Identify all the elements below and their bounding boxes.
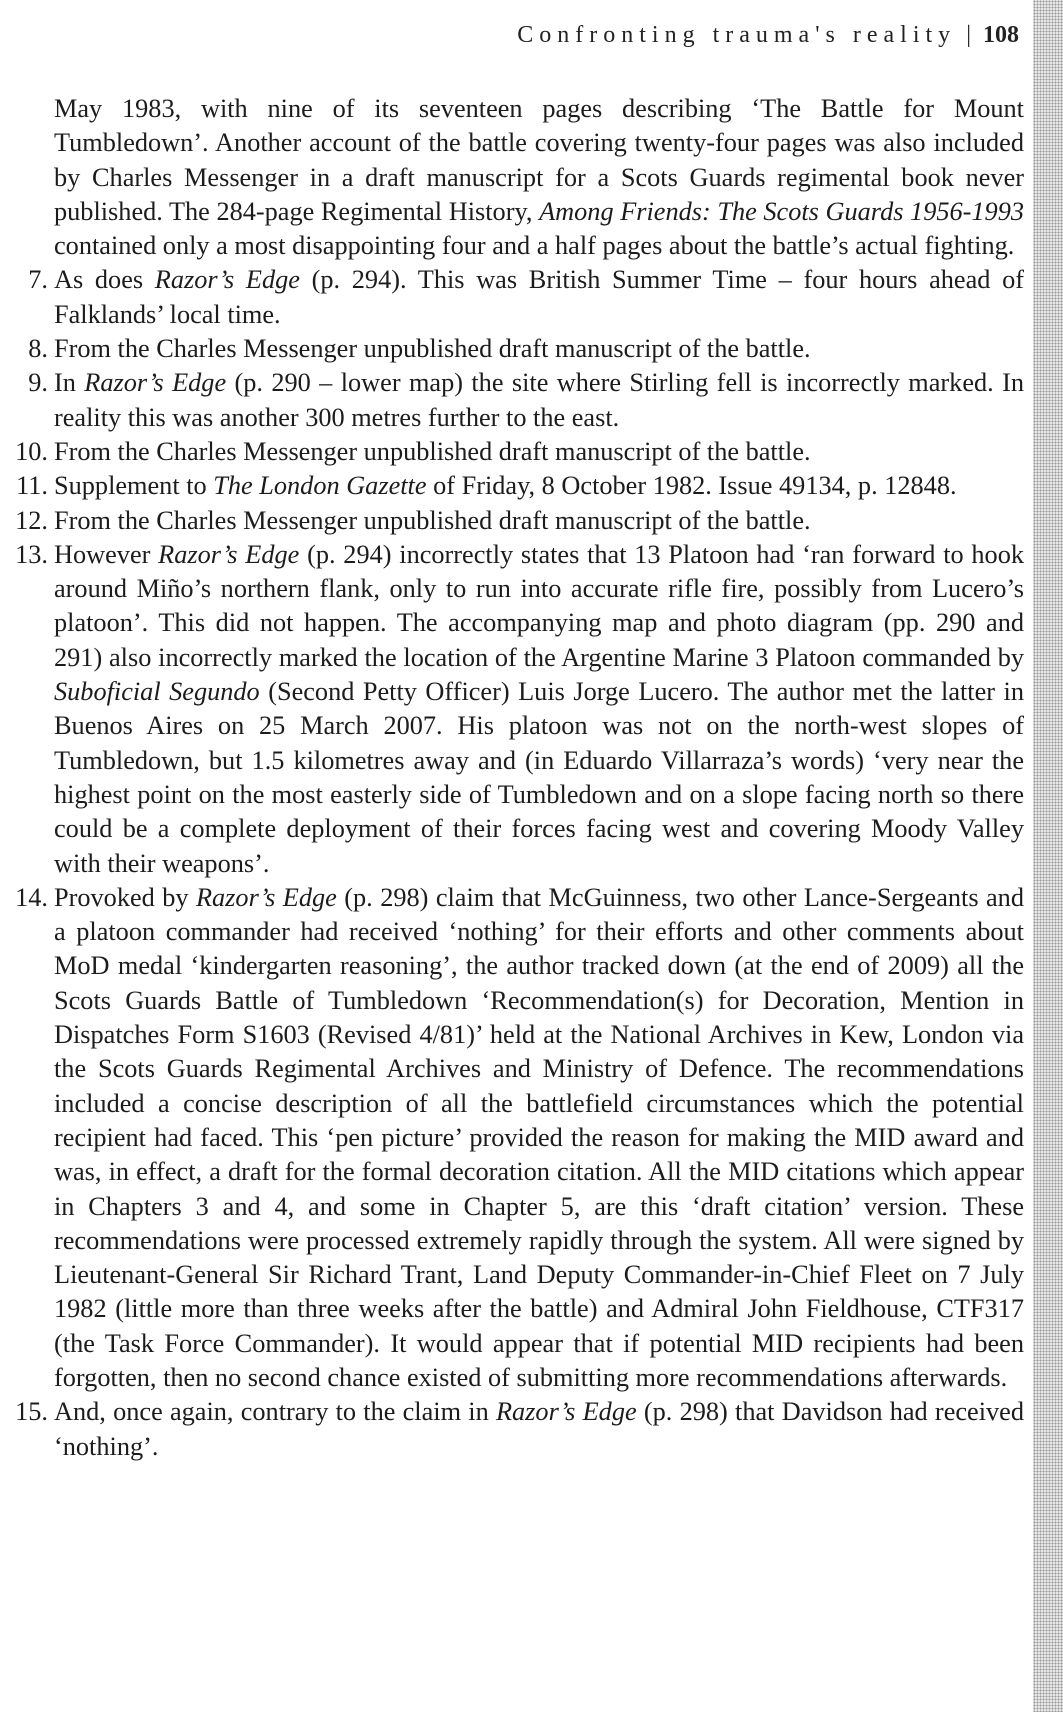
endnote-text xyxy=(54,334,811,363)
text-run: In xyxy=(54,368,85,398)
endnote-item xyxy=(0,366,1024,435)
endnote-number: 10 . xyxy=(0,435,48,469)
endnote-text xyxy=(54,883,1024,1392)
text-run: of Friday, 8 October 1982. Issue 49134, p. 12848. xyxy=(426,471,957,501)
endnote-number: 14 . xyxy=(0,881,48,915)
endnote-text xyxy=(54,265,1024,328)
endnote-text xyxy=(54,506,811,535)
text-run: And, once again, contrary to the claim in xyxy=(54,1397,496,1427)
scan-edge-shadow xyxy=(1033,0,1063,1712)
endnote-text xyxy=(54,437,811,466)
page-number: 108 xyxy=(983,22,1019,48)
endnote-item xyxy=(0,469,1024,503)
text-run: Supplement to xyxy=(54,471,214,501)
text-run: From the Charles Messenger unpublished draft manuscript of the battle. xyxy=(54,505,811,535)
endnote-item xyxy=(0,435,1024,469)
text-run: As does xyxy=(54,265,155,295)
text-run: (p. 298) that Davidson had received ‘nothing’. xyxy=(54,1397,1024,1461)
text-run: May 1983, with nine of its seventeen pages describing ‘The Battle for Mount Tumbledown’. Another account of the battle covering twenty-four pages was also included by Charles Messenger in a draft manuscript for a Scots Guards regimental book never published. The 284-page Regimental History, xyxy=(54,94,1024,226)
italic-title: Razor’s Edge xyxy=(84,368,227,398)
endnote-number: 12 . xyxy=(0,504,48,538)
endnote-item xyxy=(0,881,1024,1395)
endnote-number: 11 . xyxy=(0,469,48,503)
text-run: (p. 298) claim that McGuinness, two other Lance-Sergeants and a platoon commander had received ‘nothing’ for their efforts and other comments about MoD medal ‘kindergarten reasoning’, the author tracked down (at the end of 2009) all the Scots Guards Battle of Tumbledown ‘Recommendation(s) for Decoration, Mention in Dispatches Form S1603 (Revised 4/81)’ held at the National Archives in Kew, London via the Scots Guards Regimental Archives and Ministry of Defence. The recommendations included a concise description of all the battlefield circumstances which the potential recipient had faced. This ‘pen picture’ provided the reason for making the MID award and was, in effect, a draft for the formal decoration citation. All the MID citations which appear in Chapters 3 and 4, and some in Chapter 5, are this ‘draft citation’ version. These recommendations were processed extremely rapidly through the system. All were signed by Lieutenant-General Sir Richard Trant, Land Deputy Commander-in-Chief Fleet on 7 July 1982 (little more than three weeks after the battle) and Admiral John Fieldhouse, CTF317 (the Task Force Commander). It would appear that if potential MID recipients had been forgotten, then no second chance existed of submitting more recommendations afterwards. xyxy=(54,882,1024,1392)
endnote-text xyxy=(54,471,957,500)
italic-title: The London Gazette xyxy=(213,471,427,501)
endnotes-list xyxy=(0,92,1024,1464)
running-header xyxy=(517,22,1019,49)
endnote-text xyxy=(54,94,1024,260)
endnote-text xyxy=(54,1397,1024,1460)
endnote-number: 15 . xyxy=(0,1395,48,1429)
text-run: (p. 290 – lower map) the site where Stirling fell is incorrectly marked. In reality this was another 300 metres further to the east. xyxy=(54,368,1025,432)
text-run: (p. 294) incorrectly states that 13 Platoon had ‘ran forward to hook around Miño’s northern flank, only to run into accurate rifle fire, possibly from Lucero’s platoon’. This did not happen. The accompanying map and photo diagram (pp. 290 and 291) also incorrectly marked the location of the Argentine Marine 3 Platoon commanded by xyxy=(54,539,1024,672)
text-run: (p. 294). This was British Summer Time – four hours ahead of Falklands’ local time. xyxy=(54,265,1024,329)
endnote-item xyxy=(0,538,1024,881)
italic-title: Razor’s Edge xyxy=(195,882,337,912)
italic-title: Suboficial Segundo xyxy=(54,677,260,707)
text-run: Provoked by xyxy=(54,882,196,912)
italic-title: Razor’s Edge xyxy=(154,265,300,295)
endnote-text xyxy=(54,540,1024,878)
italic-title: Razor’s Edge xyxy=(158,539,300,569)
endnote-number: 7 . xyxy=(0,263,48,297)
italic-title: Razor’s Edge xyxy=(495,1397,637,1427)
endnote-number: 13 . xyxy=(0,538,48,572)
running-title: Confronting trauma's reality xyxy=(517,22,957,48)
endnote-item xyxy=(0,332,1024,366)
italic-title: Among Friends: The Scots Guards 1956-1993 xyxy=(539,196,1024,226)
endnote-item xyxy=(0,1395,1024,1464)
text-run: From the Charles Messenger unpublished draft manuscript of the battle. xyxy=(54,436,811,466)
text-run: From the Charles Messenger unpublished draft manuscript of the battle. xyxy=(54,334,811,364)
text-run: contained only a most disappointing four and a half pages about the battle’s actual fighting. xyxy=(54,231,1015,261)
endnote-item xyxy=(0,92,1024,263)
endnote-number: 9 . xyxy=(0,366,48,400)
text-run: (Second Petty Officer) Luis Jorge Lucero. The author met the latter in Buenos Aires on 25 March 2007. His platoon was not on the north-west slopes of Tumbledown, but 1.5 kilometres away and (in Eduardo Villarraza’s words) ‘very near the highest point on the most easterly side of Tumbledown and on a slope facing north so there could be a complete deployment of their forces facing west and covering Moody Valley with their weapons’. xyxy=(54,677,1024,878)
endnote-number: 8 . xyxy=(0,332,48,366)
endnote-item xyxy=(0,504,1024,538)
endnote-item xyxy=(0,263,1024,332)
text-run: However xyxy=(54,539,159,569)
endnote-text xyxy=(54,368,1024,431)
header-separator: | xyxy=(966,22,971,48)
